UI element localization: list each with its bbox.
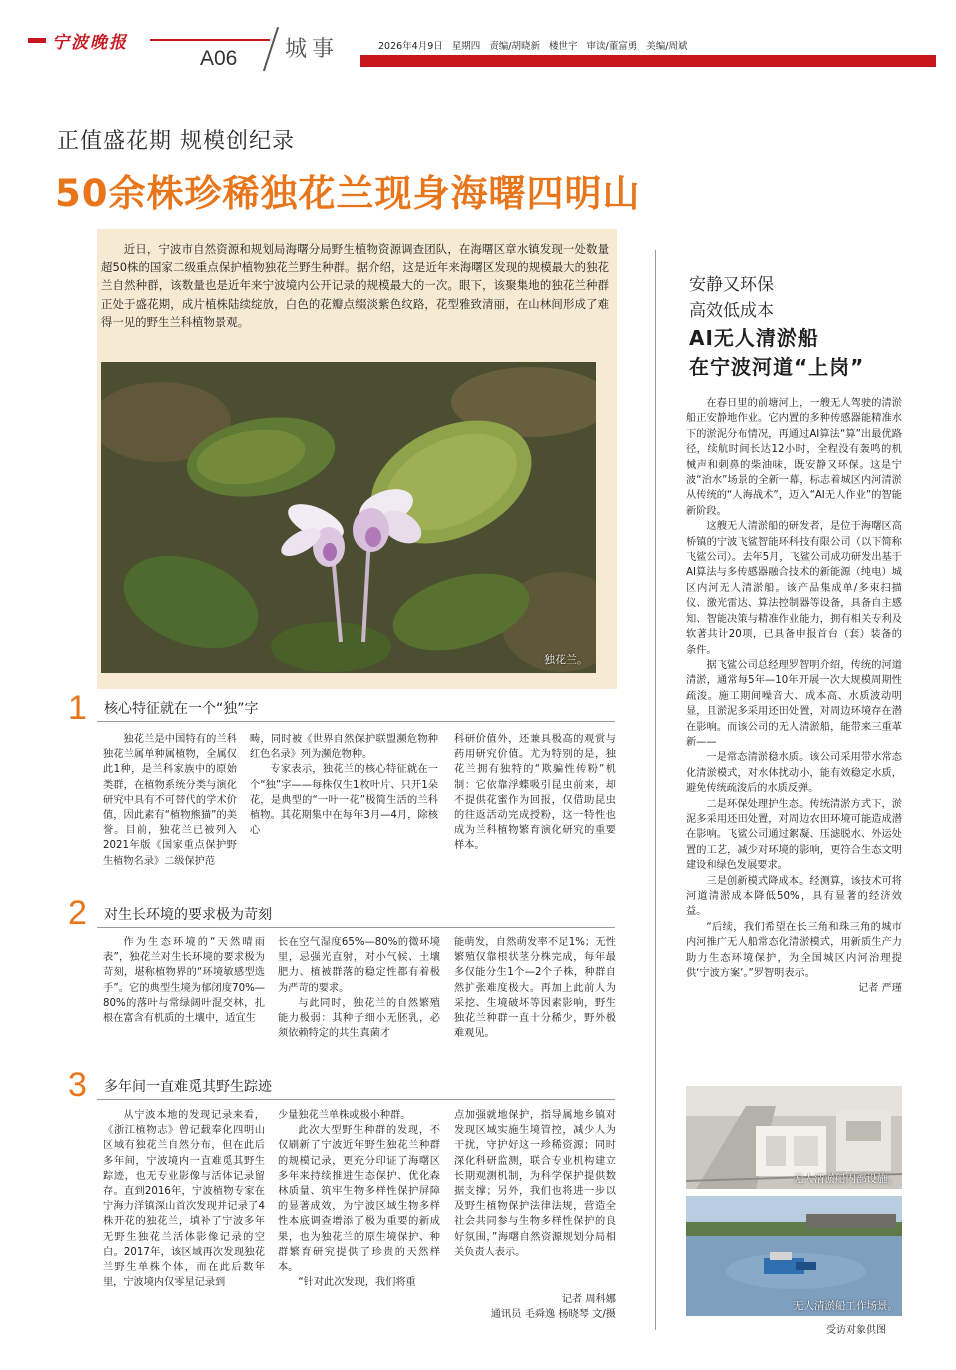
article-kicker: 正值盛花期 规模创纪录 [57, 129, 295, 154]
paragraph: 点加强就地保护，指导属地乡镇对发现区域实施生境管控，减少人为干扰，守护好这一珍稀资源；同时深化科研监测，联合专业机构建立长期观测机制，为科学保护提供数据支撑；另外，我们也将进一步以及野生植物保护法律法规，营造全社会共同参与生物多样性保护的良好氛围，”海曙自然资源规划分局相关负责人表示。 [454, 1110, 616, 1258]
side-headline: 在宁波河道“上岗” [689, 355, 865, 379]
section-column [454, 732, 616, 884]
side-kicker: 安静又环保 [689, 275, 774, 295]
paragraph: 专家表示，独花兰的核心特征就在一个“独”字——每株仅生1枚叶片、只开1朵花，是典型的“一叶一花”极简生活的兰科植物。其花期集中在每年3月—4月，除核心 [250, 764, 438, 837]
paragraph: “后续，我们希望在长三角和珠三角的城市内河推广无人船常态化清淤模式，用新质生产力助力生态环境保护，为全国城区内河治理提供‘宁波方案’。”罗智明表示。 [686, 921, 902, 980]
section-title: 核心特征就在一个“独”字 [104, 701, 259, 717]
paragraph: 二是环保处理护生态。传统清淤方式下，淤泥多采用还田处置，对周边农田环境可能造成潜在影响。飞鲨公司通过絮凝、压滤脱水、外运处置的工艺，减少对环境的影响，更符合生态文明建设和绿色发展要求。 [686, 798, 902, 872]
section-divider [97, 721, 615, 722]
masthead [28, 30, 128, 53]
paragraph: 独花兰是中国特有的兰科独花兰属单种属植物，全属仅此1种，是兰科家族中的原始类群，在植物系统分类与演化研究中具有不可替代的学术价值，因此素有“植物熊猫”的美誉。目前，独花兰已被列入2021年版《国家重点保护野生植物名录》二级保护范 [103, 734, 237, 867]
side-article-body [686, 396, 902, 997]
section-divider [97, 1099, 615, 1100]
correspondents: 通讯员 毛舜逸 杨晓琴 文/摄 [490, 1309, 616, 1320]
section-number: 3 [68, 1066, 87, 1104]
side-headline: AI无人清淤船 [689, 326, 819, 350]
column-divider [655, 250, 656, 1330]
paragraph: 长在空气湿度65%—80%的微环境里，忌强光直射，对小气候、土壤肥力、植被群落的稳定性都有着极为严苛的要求。 [278, 937, 440, 994]
photo-caption: 无人清淤船内部设施。 [793, 1173, 898, 1185]
article-byline [470, 1292, 616, 1322]
header-red-band [360, 55, 936, 67]
issue-weekday: 星期四 [451, 41, 481, 52]
paragraph: 三是创新模式降成本。经测算，该技术可将河道清淤成本降低50%，具有显著的经济效益。 [686, 875, 902, 918]
paragraph: “针对此次发现，我们将重 [298, 1277, 416, 1289]
side-byline: 记者 严瑾 [858, 983, 902, 995]
section-column [454, 935, 616, 1059]
art-editor: 美编/周斌 [646, 41, 688, 52]
section-column [278, 935, 440, 1059]
section-column [103, 935, 265, 1059]
header-divider [263, 27, 279, 71]
paragraph: 少量独花兰单株或极小种群。 [278, 1110, 411, 1121]
dredger-interior-photo [686, 1086, 902, 1189]
section-number: 2 [68, 894, 87, 932]
section-column [103, 1108, 265, 1324]
orchid-illustration [101, 362, 596, 673]
paragraph: 科研价值外，还兼具极高的观赏与药用研究价值。尤为特别的是，独花兰拥有独特的“欺骗性传粉”机制：它依靠浮蝶吸引昆虫前来，却不提供花蜜作为回报，仅借助昆虫的往返活动完成授粉，这一特性也成为兰科植物繁育演化研究的重要样本。 [454, 734, 616, 852]
section-column [250, 732, 438, 884]
photo-caption: 无人清淤船工作场景。 [793, 1300, 898, 1312]
section-title: 对生长环境的要求极为苛刻 [104, 907, 272, 923]
lead-paragraph: 近日，宁波市自然资源和规划局海曙分局野生植物资源调查团队，在海曙区章水镇发现一处数量超50株的国家二级重点保护植物独花兰野生种群。据介绍，这是近年来海曙区发现的规模最大的独花兰自然种群，该数量也是近年来宁波境内公开记录的规模最大的一次。眼下，该聚集地的独花兰种群正处于盛花期，成片植株陆续绽放，白色的花瓣点缀淡紫色纹路，花型雅致清丽，在山林间形成了难得一见的野生兰科植物景观。 [101, 242, 609, 329]
section-number: 1 [68, 689, 87, 727]
orchid-photo [101, 362, 596, 673]
section-column [454, 1108, 616, 1290]
paragraph: 据飞鲨公司总经理罗智明介绍，传统的河道清淤，通常每5年—10年开展一次大规模周期性疏浚。施工期间噪音大、成本高、水质波动明显，且淤泥多采用还田处置，对周边环境存在潜在影响。而该公司的无人清淤船，能带来三重革新—— [686, 659, 902, 748]
paragraph: 能萌发，自然萌发率不足1%；无性繁殖仅靠根状茎分株完成，每年最多仅能分生1个—2个子株，种群自然扩张难度极大。再加上此前人为采挖、生境破坏等因素影响，野生独花兰种群一直十分稀少，野外极难观见。 [454, 937, 616, 1040]
article-headline: 50余株珍稀独花兰现身海曙四明山 [55, 172, 641, 215]
editor: 责编/胡晓新 [489, 41, 540, 52]
photo-credit: 受访对象供图 [826, 1325, 886, 1336]
photo-caption: 独花兰。 [544, 653, 588, 666]
proofreader: 审读/董富勇 [586, 41, 638, 52]
paragraph: 从宁波本地的发现记录来看，《浙江植物志》曾记载奉化四明山区域有独花兰自然分布，但在此后多年间，宁波境内一直难觅其野生踪迹，也无专业影像与活体记录留存。直到2016年，宁波植物专家在宁海力洋镇深山首次发现并记录了4株开花的独花兰，填补了宁波多年无野生独花兰活体影像记录的空白。2017年，该区域再次发现独花兰野生单株个体，而在此后数年里，宁波境内仅零星记录到 [103, 1110, 265, 1289]
section-name: 城事 [285, 37, 340, 62]
designer: 楼世宇 [548, 41, 578, 52]
newspaper-name: 宁波晚报 [52, 32, 128, 53]
section-title: 多年间一直难觅其野生踪迹 [104, 1079, 272, 1095]
page-number: A06 [200, 47, 238, 70]
section-column [278, 1108, 440, 1324]
section-divider [97, 927, 615, 928]
reporter: 记者 周科娜 [561, 1294, 616, 1305]
paragraph: 作为生态环境的“天然晴雨表”，独花兰对生长环境的要求极为苛刻，堪称植物界的“环境敏感型选手”。它的典型生境为郁闭度70%—80%的落叶与常绿阔叶混交林，扎根在富含有机质的土壤中，适宜生 [103, 937, 265, 1025]
paragraph: 畴，同时被《世界自然保护联盟濒危物种红色名录》列为濒危物种。 [250, 734, 438, 761]
section-column [103, 732, 237, 884]
header-red-line [150, 39, 270, 41]
side-kicker: 高效低成本 [689, 301, 774, 321]
paragraph: 与此同时，独花兰的自然繁殖能力极弱：其种子细小无胚乳，必须依赖特定的共生真菌才 [278, 997, 440, 1040]
masthead-bar [28, 38, 46, 43]
paragraph: 这艘无人清淤船的研发者，是位于海曙区高桥镇的宁波飞鲨智能环科技有限公司（以下简称飞鲨公司）。去年5月，飞鲨公司成功研发出基于AI算法与多传感器融合技术的新能源（纯电）城区内河无人清淤船。该产品集成单/多束扫描仪、激光雷达、算法控制器等设备，具备自主感知、智能决策与精准作业能力，拥有相关专利及软著共计20项，已具备申报首台（套）装备的条件。 [686, 521, 902, 656]
header-info [378, 38, 687, 52]
dredger-working-photo [686, 1196, 902, 1316]
paragraph: 一是常态清淤稳水质。该公司采用带水常态化清淤模式，对水体扰动小，能有效稳定水质，避免传统疏浚后的水质反弹。 [686, 752, 902, 795]
issue-date: 2026年4月9日 [378, 41, 443, 52]
paragraph: 此次大型野生种群的发现，不仅刷新了宁波近年野生独花兰种群的规模记录，更充分印证了海曙区多年来持续推进生态保护、优化森林质量、筑牢生物多样性保护屏障的显著成效，为宁波区域生物多样性本底调查增添了极为重要的新成果，也为独花兰的原生境保护、种群繁育研究提供了珍贵的天然样本。 [278, 1125, 440, 1274]
paragraph: 在春日里的前塘河上，一艘无人驾驶的清淤船正安静地作业。它内置的多种传感器能精准水下的淤泥分布情况，再通过AI算法“算”出最优路径，续航时间长达12小时，全程没有轰鸣的机械声和刺鼻的柴油味，既安静又环保。这是宁波“治水”场景的全新一幕，标志着城区内河清淤从传统的“人海战术”，迈入“AI无人作业”的智能新阶段。 [686, 398, 902, 517]
